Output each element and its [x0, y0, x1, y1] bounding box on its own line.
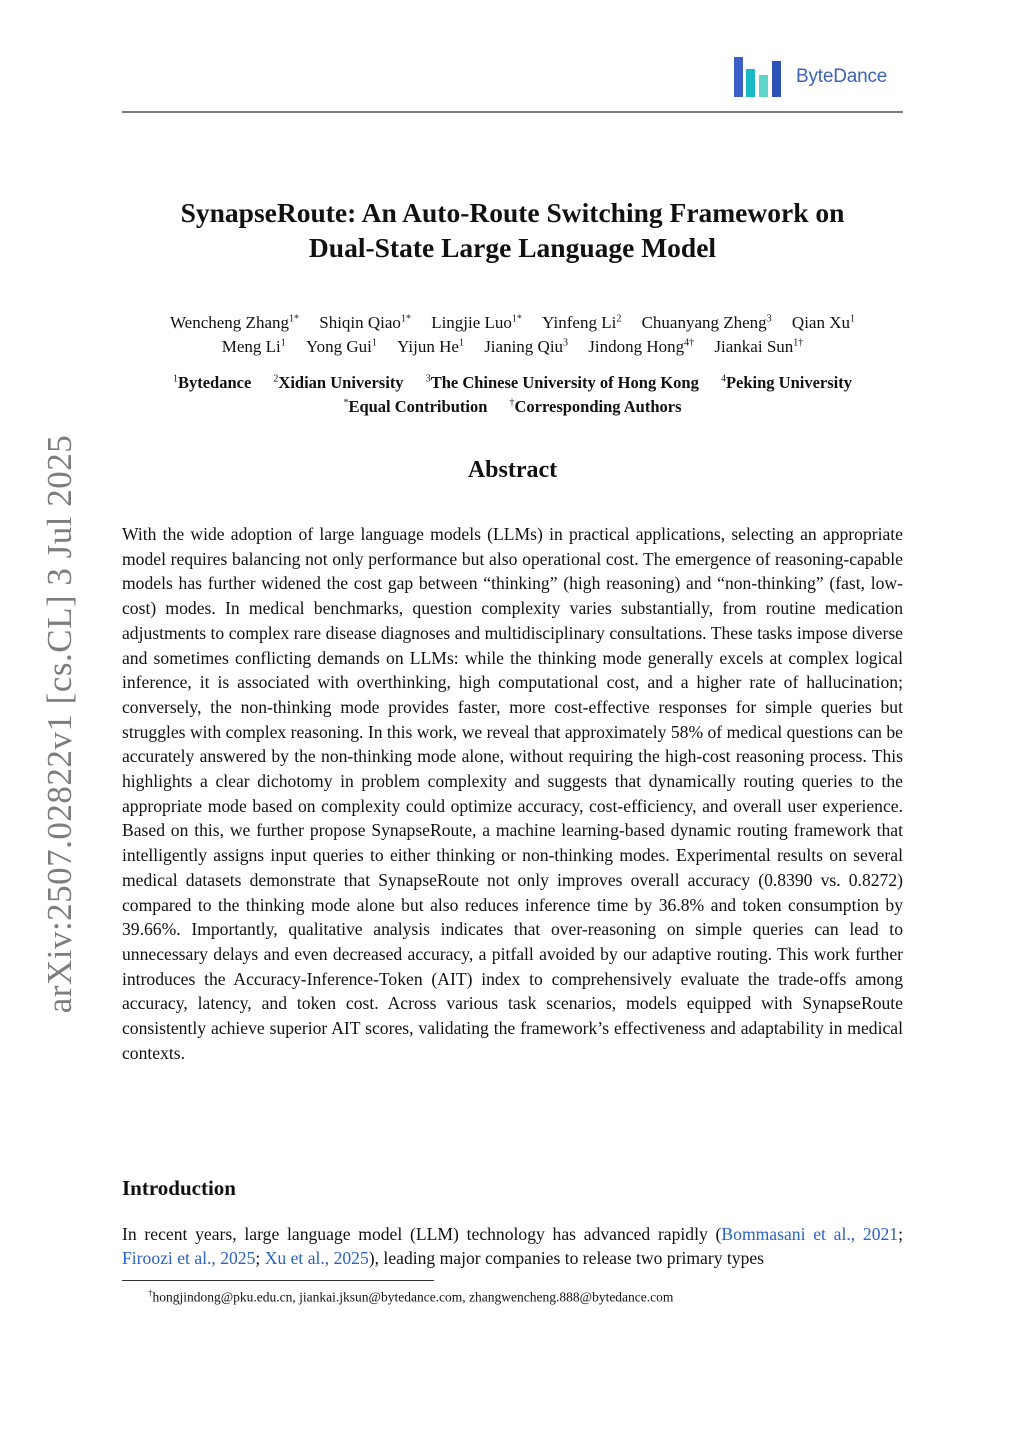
- author: Shiqin Qiao$^{1*}$: [319, 312, 411, 332]
- author: Jindong Hong$^{4\dagger}$: [588, 337, 695, 357]
- affiliation: $^4$Peking University: [720, 372, 853, 392]
- abstract-body: [122, 522, 903, 1065]
- author: Meng Li$^1$: [221, 337, 286, 357]
- footnote-emails: hongjindong@pku.edu.cn, jiankai.jksun@bytedance.com, zhangwencheng.888@bytedance.com: [152, 1289, 674, 1305]
- paper-title: [122, 195, 903, 265]
- author: Yijun He$^1$: [397, 337, 464, 357]
- bytedance-logo: [732, 54, 887, 100]
- citation-link[interactable]: Bommasani et al., 2021: [721, 1224, 899, 1244]
- affiliation-list: [120, 368, 905, 417]
- affiliation-row-2: [120, 393, 905, 418]
- title-line-2: Dual-State Large Language Model: [308, 232, 717, 263]
- citation-link[interactable]: Xu et al., 2025: [264, 1248, 369, 1268]
- author: Yinfeng Li$^2$: [542, 312, 622, 332]
- author: Chuanyang Zheng$^3$: [641, 312, 772, 332]
- author: Yong Gui$^1$: [306, 337, 377, 357]
- footnote: [148, 1284, 673, 1307]
- author: Jianing Qiu$^3$: [484, 337, 569, 357]
- header-rule: [122, 111, 903, 113]
- author-row-2: [120, 333, 905, 358]
- footnote-mark: †: [148, 1288, 153, 1298]
- affiliation: $^3$The Chinese University of Hong Kong: [425, 372, 699, 392]
- affiliation: $^2$Xidian University: [273, 372, 404, 392]
- author: Qian Xu$^1$: [791, 312, 855, 332]
- affiliation: $^1$Bytedance: [172, 372, 252, 392]
- author: Lingjie Luo$^{1*}$: [431, 312, 522, 332]
- arxiv-stamp: arXiv:2507.02822v1 [cs.CL] 3 Jul 2025: [40, 434, 79, 1014]
- author-list: [120, 308, 905, 357]
- introduction-body: [122, 1222, 903, 1270]
- introduction-paragraph: In recent years, large language model (LLM) technology has advanced rapidly (Bommasani et al., 2021; Firoozi et al., 2025; Xu et al., 2025), leading major companies to release two primary types: [122, 1224, 903, 1268]
- bytedance-logo-icon: [732, 55, 786, 99]
- abstract-heading: Abstract: [467, 457, 558, 483]
- logo-text: ByteDance: [796, 66, 888, 87]
- introduction-heading: Introduction: [122, 1176, 236, 1200]
- author: Wencheng Zhang$^{1*}$: [169, 312, 299, 332]
- abstract-text: With the wide adoption of large language models (LLMs) in practical applications, selecting an appropriate model requires balancing not only performance but also operational cost. The emergence of reasoning-capable models has further widened the cost gap between “thinking” (high reasoning) and “non-thinking” (fast, low-cost) modes. In medical benchmarks, question complexity varies substantially, from routine medication adjustments to complex rare disease diagnoses and multidisciplinary consultations. These tasks impose diverse and sometimes conflicting demands on LLMs: while the thinking mode generally excels at complex logical inference, it is associated with overthinking, high computational cost, and a higher rate of hallucination; conversely, the non-thinking mode provides faster, more cost-effective responses for simple queries but struggles with complex reasoning. In this work, we reveal that approximately 58% of medical questions can be accurately answered by the non-thinking mode alone, without requiring the high-cost reasoning process. This highlights a clear dichotomy in problem complexity and suggests that dynamically routing queries to the appropriate mode based on complexity could optimize accuracy, cost-efficiency, and overall user experience. Based on this, we further propose SynapseRoute, a machine learning-based dynamic routing framework that intelligently assigns input queries to either thinking or non-thinking modes. Experimental results on several medical datasets demonstrate that SynapseRoute not only improves overall accuracy (0.8390 vs. 0.8272) compared to the thinking mode alone but also reduces inference time by 36.8% and token consumption by 39.66%. Importantly, qualitative analysis indicates that over-reasoning on simple queries can lead to unnecessary delays and even decreased accuracy, a pitfall avoided by our adaptive routing. This work further introduces the Accuracy-Inference-Token (AIT) index to comprehensively evaluate the trade-offs among accuracy, latency, and token cost. Across various task scenarios, models equipped with SynapseRoute consistently achieve superior AIT scores, validating the framework’s effectiveness and adaptability in medical contexts.: [122, 524, 903, 1063]
- footnote-rule: [122, 1280, 434, 1281]
- equal-contribution-note: *Equal Contribution: [343, 397, 488, 416]
- author-row-1: [120, 308, 905, 333]
- corresponding-authors-note: †Corresponding Authors: [509, 397, 682, 416]
- citation-link[interactable]: Firoozi et al., 2025: [122, 1248, 256, 1268]
- author: Jiankai Sun$^{1\dagger}$: [714, 337, 804, 357]
- title-line-1: SynapseRoute: An Auto-Route Switching Framework on: [180, 197, 845, 228]
- affiliation-row-1: [120, 368, 905, 393]
